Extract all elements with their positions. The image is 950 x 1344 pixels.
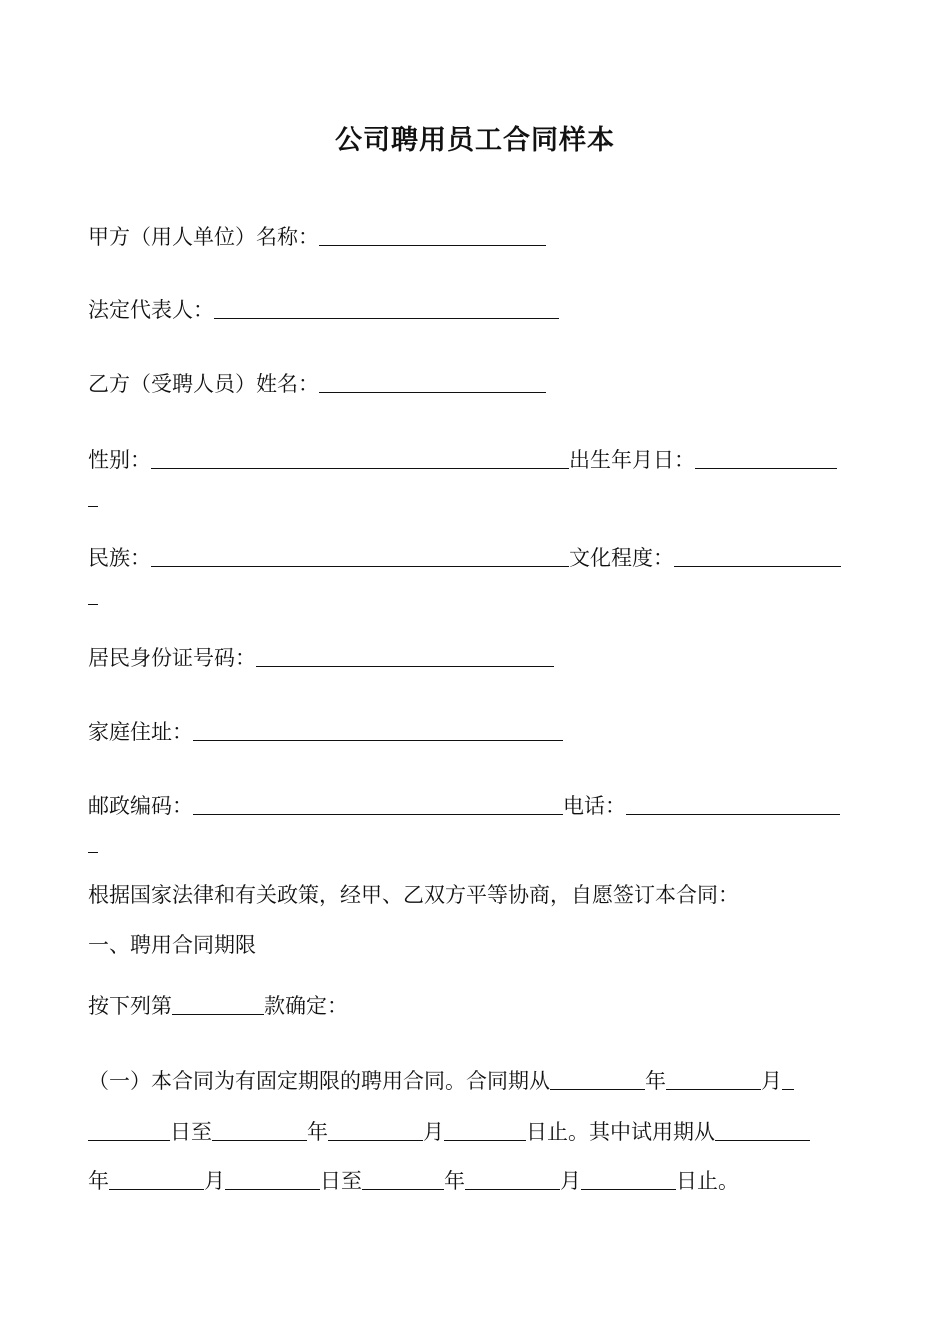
clause1-line1: [88, 1066, 794, 1096]
trial-end-year-blank[interactable]: [362, 1167, 444, 1190]
day-to-label: 日至: [170, 1120, 212, 1144]
trial-start-year-blank[interactable]: [715, 1118, 810, 1141]
legal-rep-row: [88, 295, 559, 325]
trial-end-month-label: 月: [560, 1169, 581, 1193]
ethnicity-education-row: [88, 543, 841, 573]
postcode-phone-row: [88, 791, 840, 821]
start-day-blank[interactable]: [782, 1067, 794, 1090]
end-month-label: 月: [423, 1120, 444, 1144]
party-b-name-label: 乙方（受聘人员）姓名：: [88, 372, 319, 396]
section1-heading: 一、聘用合同期限: [88, 933, 256, 957]
trial-year-label: 年: [88, 1169, 109, 1193]
id-number-label: 居民身份证号码：: [88, 646, 256, 670]
start-month-blank[interactable]: [666, 1067, 761, 1090]
clause-number-blank[interactable]: [172, 992, 264, 1015]
section1-clause-row: [88, 991, 348, 1021]
id-number-row: [88, 643, 554, 673]
party-b-name-blank[interactable]: [319, 370, 546, 393]
start-year-blank[interactable]: [550, 1067, 645, 1090]
birth-date-label: 出生年月日：: [569, 448, 695, 472]
clause1-line2: [88, 1117, 810, 1147]
party-a-name-blank[interactable]: [319, 223, 546, 246]
section1-clause-suffix: 款确定：: [264, 994, 348, 1018]
phone-label: 电话：: [563, 794, 626, 818]
education-blank[interactable]: [674, 544, 841, 567]
trial-end-month-blank[interactable]: [465, 1167, 560, 1190]
document-title: 公司聘用员工合同样本: [335, 125, 615, 156]
education-blank-overflow: [88, 604, 98, 605]
phone-blank-overflow: [88, 852, 98, 853]
trial-day-to-label: 日至: [320, 1169, 362, 1193]
home-address-row: [88, 717, 563, 747]
gender-birth-row: [88, 445, 837, 475]
end-year-label: 年: [307, 1120, 328, 1144]
legal-rep-label: 法定代表人：: [88, 298, 214, 322]
start-day-blank-cont[interactable]: [88, 1118, 170, 1141]
start-year-label: 年: [645, 1069, 666, 1093]
birth-date-blank[interactable]: [695, 446, 837, 469]
end-year-blank[interactable]: [212, 1118, 307, 1141]
section1-clause-prefix: 按下列第: [88, 994, 172, 1018]
home-address-blank[interactable]: [193, 718, 563, 741]
postcode-blank[interactable]: [193, 792, 563, 815]
gender-blank[interactable]: [151, 446, 569, 469]
education-label: 文化程度：: [569, 546, 674, 570]
party-a-name-label: 甲方（用人单位）名称：: [88, 225, 319, 249]
ethnicity-blank[interactable]: [151, 544, 569, 567]
postcode-label: 邮政编码：: [88, 794, 193, 818]
birth-date-blank-overflow: [88, 506, 98, 507]
trial-start-month-blank[interactable]: [109, 1167, 204, 1190]
party-b-name-row: [88, 369, 546, 399]
end-month-blank[interactable]: [328, 1118, 423, 1141]
legal-rep-blank[interactable]: [214, 296, 559, 319]
trial-end-year-label: 年: [444, 1169, 465, 1193]
start-month-label: 月: [761, 1069, 782, 1093]
trial-month-label: 月: [204, 1169, 225, 1193]
trial-start-day-blank[interactable]: [225, 1167, 320, 1190]
phone-blank[interactable]: [626, 792, 840, 815]
ethnicity-label: 民族：: [88, 546, 151, 570]
id-number-blank[interactable]: [256, 644, 554, 667]
clause1-text: （一）本合同为有固定期限的聘用合同。合同期从: [88, 1069, 550, 1093]
home-address-label: 家庭住址：: [88, 720, 193, 744]
trial-end-day-blank[interactable]: [581, 1167, 676, 1190]
gender-label: 性别：: [88, 448, 151, 472]
party-a-name-row: [88, 222, 546, 252]
clause1-line3: [88, 1166, 739, 1196]
trial-period-text: 日止。其中试用期从: [526, 1120, 715, 1144]
intro-paragraph: 根据国家法律和有关政策，经甲、乙双方平等协商，自愿签订本合同：: [88, 883, 739, 907]
end-day-blank[interactable]: [444, 1118, 526, 1141]
trial-end-label: 日止。: [676, 1169, 739, 1193]
